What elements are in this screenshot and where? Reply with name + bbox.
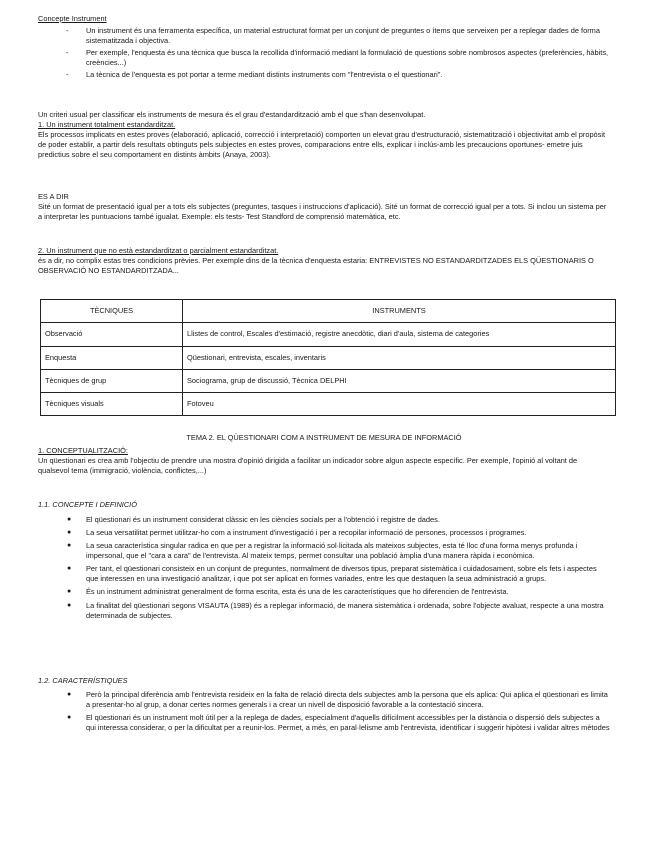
dash-marker: - [66,26,69,36]
bullet-icon: ● [67,588,72,596]
table-cell: Llistes de control, Escales d'estimació, registre anecdòtic, diari d'aula, sistema de categories [183,323,616,346]
table-cell: Sociograma, grup de discussió, Tècnica DELPHI [183,369,616,392]
list-item: ● És un instrument administrat generalment de forma escrita, esta és una de les característiques que ho diferencien de l'entrevista. [67,587,509,597]
list-item: ● El qüestionari és un instrument considerat clàssic en les ciències socials per a l'obtenció i registre de dades. [67,515,440,525]
criteri-heading-2: 2. Un instrument que no està estandarditzat o parcialment estandarditzat. [38,246,279,255]
tema-title: TEMA 2. EL QÜESTIONARI COM A INSTRUMENT DE MESURA DE INFORMACIÓ [186,433,462,442]
esadir-label: ES A DIR [38,192,69,201]
bullet-icon: ● [67,691,72,699]
concepte-section [38,14,610,82]
criteri-paragraph-1: Els processos implicats en estes proves (elaboració, aplicació, correcció i interpretació) comporten un elevat grau d'estructuració, sistematització i objectivitat amb el propòsit de poder establir, a partir dels resultats obtinguts pels subjectes en estes proves, comparacions entre ells, explicar i inclús-amb les precaucions oportunes- emetre juis predictius sobre el seu comportament en distints àmbits (Anaya, 2003). [38,130,606,160]
tema-title-wrap [38,433,610,443]
list-item: ● La seua característica singular radica en que per a registrar la informació sol·licitada als mateixos subjectes, esta té lloc d'una forma menys profunda i impersonal, que el "cara a cara" de l'entrevista. Al mateix temps, permet consultar una població àmplia d'una manera ràpida i econòmica. [67,541,578,561]
concepte-heading: Concepte Instrument [38,14,107,23]
bullet-icon: ● [67,516,72,524]
section-1-1-list [38,515,610,621]
table-cell: Enquesta [41,346,183,369]
table-header: TÈCNIQUES [41,300,183,323]
criteri-section [38,110,610,160]
caracteristiques-section [38,676,610,736]
table-header: INSTRUMENTS [183,300,616,323]
conceptualitzacio-section [38,446,610,476]
conceptualitzacio-heading: 1. CONCEPTUALITZACIÓ: [38,446,128,455]
criteri-heading-1: 1. Un instrument totalment estandarditzat. [38,120,176,130]
table-cell: Fotoveu [183,393,616,416]
list-item: ● La finalitat del qüestionari segons VISAUTA (1989) és a replegar informació, de manera sistemàtica i ordenada, sobre l'objecte avaluat, respecte a una mostra determinada de subjectes. [67,600,604,620]
section-1-1-heading: 1.1. CONCEPTE I DEFINICIÓ [38,500,137,509]
list-item: - Per exemple, l'enquesta és una tècnica que busca la recollida d'informació mediant la formulació de questions sobre nombrosos aspectes (preferències, hàbits, creències...) [66,48,609,68]
conceptualitzacio-paragraph: Un qüestionari es crea amb l'objectiu de prendre una mostra d'opinió dirigida a facilitar un indicador sobre algun aspecte específic. Per exemple, l'opinió al voltant de qualsevol tema (immigració, violència, conflictes,...) [38,456,578,476]
table-cell: Tècniques visuals [41,393,183,416]
criteri-2-section [38,246,610,276]
table-row [41,323,616,346]
table-cell: Tècniques de grup [41,369,183,392]
table-cell: Observació [41,323,183,346]
dash-marker: - [66,70,69,80]
bullet-icon: ● [67,565,72,573]
bullet-icon: ● [67,542,72,550]
section-1-2-list [38,690,610,733]
bullet-icon: ● [67,529,72,537]
esadir-section [38,192,610,222]
table-header-row [41,300,616,323]
list-item: - Un instrument és una ferramenta específica, un material estructurat format per un conjunt de preguntes o ítems que serveixen per a replegar dades de forma sistematitzada i objectiva. [66,26,600,46]
list-item: ● Per tant, el qüestionari consisteix en un conjunt de preguntes, normalment de diversos tipus, preparat sistemàtica i cuidadosament, sobre els fets i aspectes que interessen en una investigació analitzar, i que pot ser aplicat en formes variades, entre les que destaquen la seua administració a grups. [67,564,597,584]
table-row [41,346,616,369]
criteri-paragraph-2: Sité un format de presentació igual per a tots els subjectes (preguntes, tasques i instruccions d'aplicació). Sité un format de correcció igual per a tots. Si inclou un sistema per a interpretar les puntuacions també igualat. Exemple: els tests- Test Standford de comprensió matemàtica, etc. [38,202,607,222]
concepte-list [38,26,610,80]
list-item: ● Però la principal diferència amb l'entrevista resideix en la falta de relació directa dels subjectes amb la persona que els aplica: Qui aplica el qüestionari es limita a presentar-ho al grup, a donar certes normes generals i a crear un nivell de disposició favorable a la contestació sincera. [67,690,608,710]
table-row [41,393,616,416]
list-item: ● La seua versatilitat permet utilitzar-ho com a instrument d'investigació i per a recopilar informació de persones, processos i programes. [67,528,527,538]
dash-marker: - [66,48,69,58]
techniques-table [40,299,616,416]
section-1-2-heading: 1.2. CARACTERÍSTIQUES [38,676,128,685]
list-item: ● El qüestionari és un instrument molt útil per a la replega de dades, especialment d'aquells difícilment accessibles per la distància o dispersió dels subjectes a qui interessa considerar, o per la dificultat per a reunir-los. Permet, a més, en paral·lelisme amb l'entrevista, identificar i suggerir hipòtesi i validar altres mètodes [67,713,610,733]
table-cell: Qüestionari, entrevista, escales, inventaris [183,346,616,369]
list-item: - La tècnica de l'enquesta es pot portar a terme mediant distints instruments com "l'entrevista o el questionari". [66,70,443,80]
bullet-icon: ● [67,601,72,609]
bullet-icon: ● [67,714,72,722]
table-row [41,369,616,392]
criteri-intro: Un criteri usual per classificar els instruments de mesura és el grau d'estandardització amb el que s'han desenvolupat. [38,110,426,119]
criteri-paragraph-3: és a dir, no complix estas tres condicions prèvies. Per exemple dins de la tècnica d'enquesta estaria: ENTREVISTES NO ESTANDARDITZADES ELS QÜESTIONARIS O OBSERVACIÓ NO ESTANDARDITZADA... [38,256,594,276]
concepte-definicio-section [38,500,610,624]
